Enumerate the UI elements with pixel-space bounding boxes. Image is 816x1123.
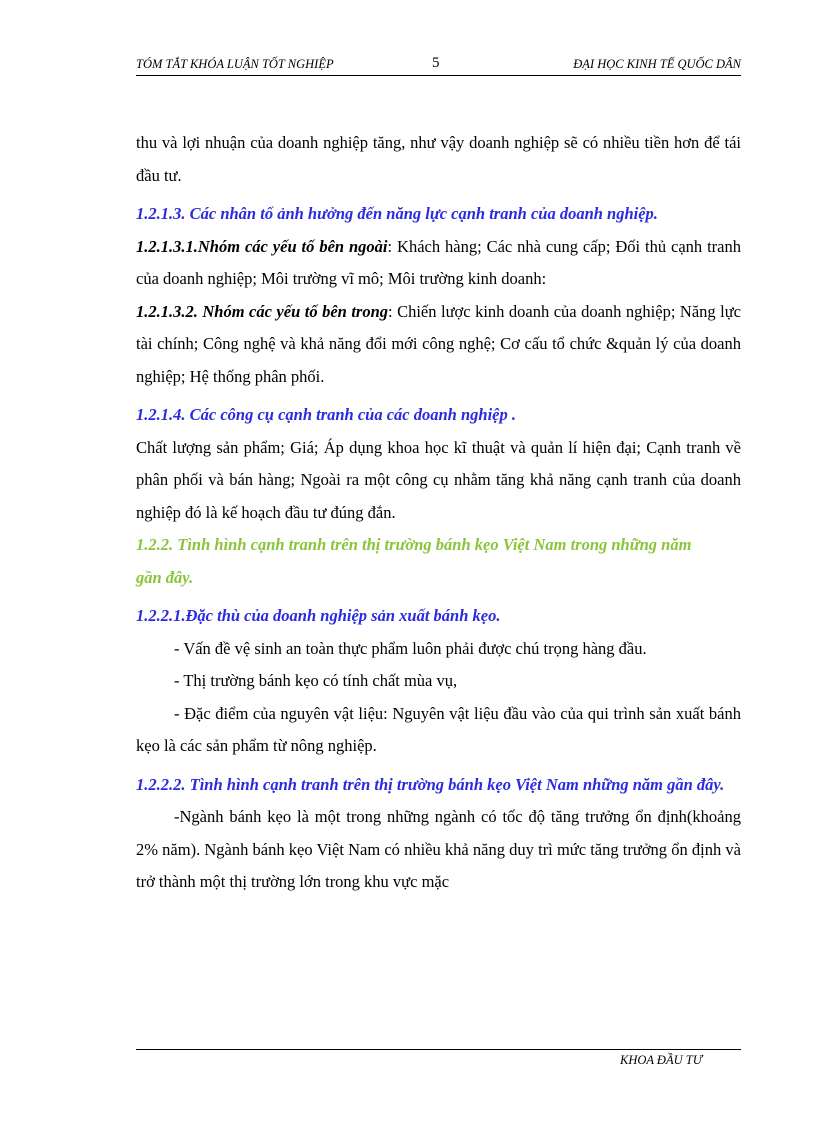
subsection-label: 1.2.1.3.2. Nhóm các yếu tố bên trong	[136, 301, 389, 321]
list-item: - Thị trường bánh kẹo có tính chất mùa vụ,	[174, 671, 458, 690]
paragraph-continuation: thu và lợi nhuận của doanh nghiệp tăng, như vậy doanh nghiệp sẽ có nhiều tiền hơn để tái đầu tư.	[136, 133, 741, 185]
heading-1-2-1-3: 1.2.1.3. Các nhân tố ảnh hưởng đến năng lực cạnh tranh của doanh nghiệp.	[136, 204, 658, 223]
subsection-text: : Chiến lược kinh doanh của doanh nghiệp; Năng lực tài chính; Công nghệ và khả năng đổi mới công nghệ; Cơ cấu tổ chức &quản lý của doanh nghiệp; Hệ thống phân phối.	[136, 301, 741, 386]
paragraph-competition-tools: Chất lượng sản phẩm; Giá; Áp dụng khoa học kĩ thuật và quản lí hiện đại; Cạnh tranh về phân phối và bán hàng; Ngoài ra một công cụ nhằm tăng khả năng cạnh tranh của doanh nghiệp đó là kế hoạch đầu tư đúng đắn.	[136, 437, 741, 522]
heading-1-2-1-4: 1.2.1.4. Các công cụ cạnh tranh của các doanh nghiệp .	[136, 405, 516, 424]
heading-1-2-2-1: 1.2.2.1.Đặc thù của doanh nghiệp sản xuất bánh kẹo.	[136, 606, 501, 625]
header-left: TÓM TẮT KHÓA LUẬN TỐT NGHIỆP	[136, 57, 334, 71]
paragraph-industry-growth: -Ngành bánh kẹo là một trong những ngành có tốc độ tăng trưởng ổn định(khoảng 2% năm). Ngành bánh kẹo Việt Nam có nhiều khả năng duy trì mức tăng trưởng ổn định và trở thành một thị trường lớn trong khu vực mặc	[136, 807, 741, 891]
subsection-label: 1.2.1.3.1.Nhóm các yếu tố bên ngoài	[136, 236, 388, 256]
subsection-external-factors	[136, 231, 741, 296]
page-number: 5	[432, 55, 440, 71]
list-item: - Vấn đề vệ sinh an toàn thực phẩm luôn phải được chú trọng hàng đầu.	[174, 638, 647, 658]
page-body	[136, 127, 741, 899]
heading-1-2-2-2: 1.2.2.2. Tình hình cạnh tranh trên thị trường bánh kẹo Việt Nam những năm gần đây.	[136, 774, 725, 794]
page-header	[136, 55, 741, 76]
subsection-internal-factors	[136, 296, 741, 394]
page-footer: KHOA ĐẦU TƯ	[620, 1053, 703, 1067]
footer-divider	[136, 1049, 741, 1050]
list-item: - Đặc điểm của nguyên vật liệu: Nguyên vật liệu đầu vào của qui trình sản xuất bánh kẹo là các sản phẩm từ nông nghiệp.	[136, 703, 741, 755]
subsection-text: : Khách hàng; Các nhà cung cấp; Đối thủ cạnh tranh của doanh nghiệp; Môi trường vĩ mô; Môi trường kinh doanh:	[136, 236, 742, 288]
header-right: ĐẠI HỌC KINH TẾ QUỐC DÂN	[573, 57, 741, 71]
heading-1-2-2: 1.2.2. Tình hình cạnh tranh trên thị trường bánh kẹo Việt Nam trong những năm gần đây.	[136, 535, 692, 587]
